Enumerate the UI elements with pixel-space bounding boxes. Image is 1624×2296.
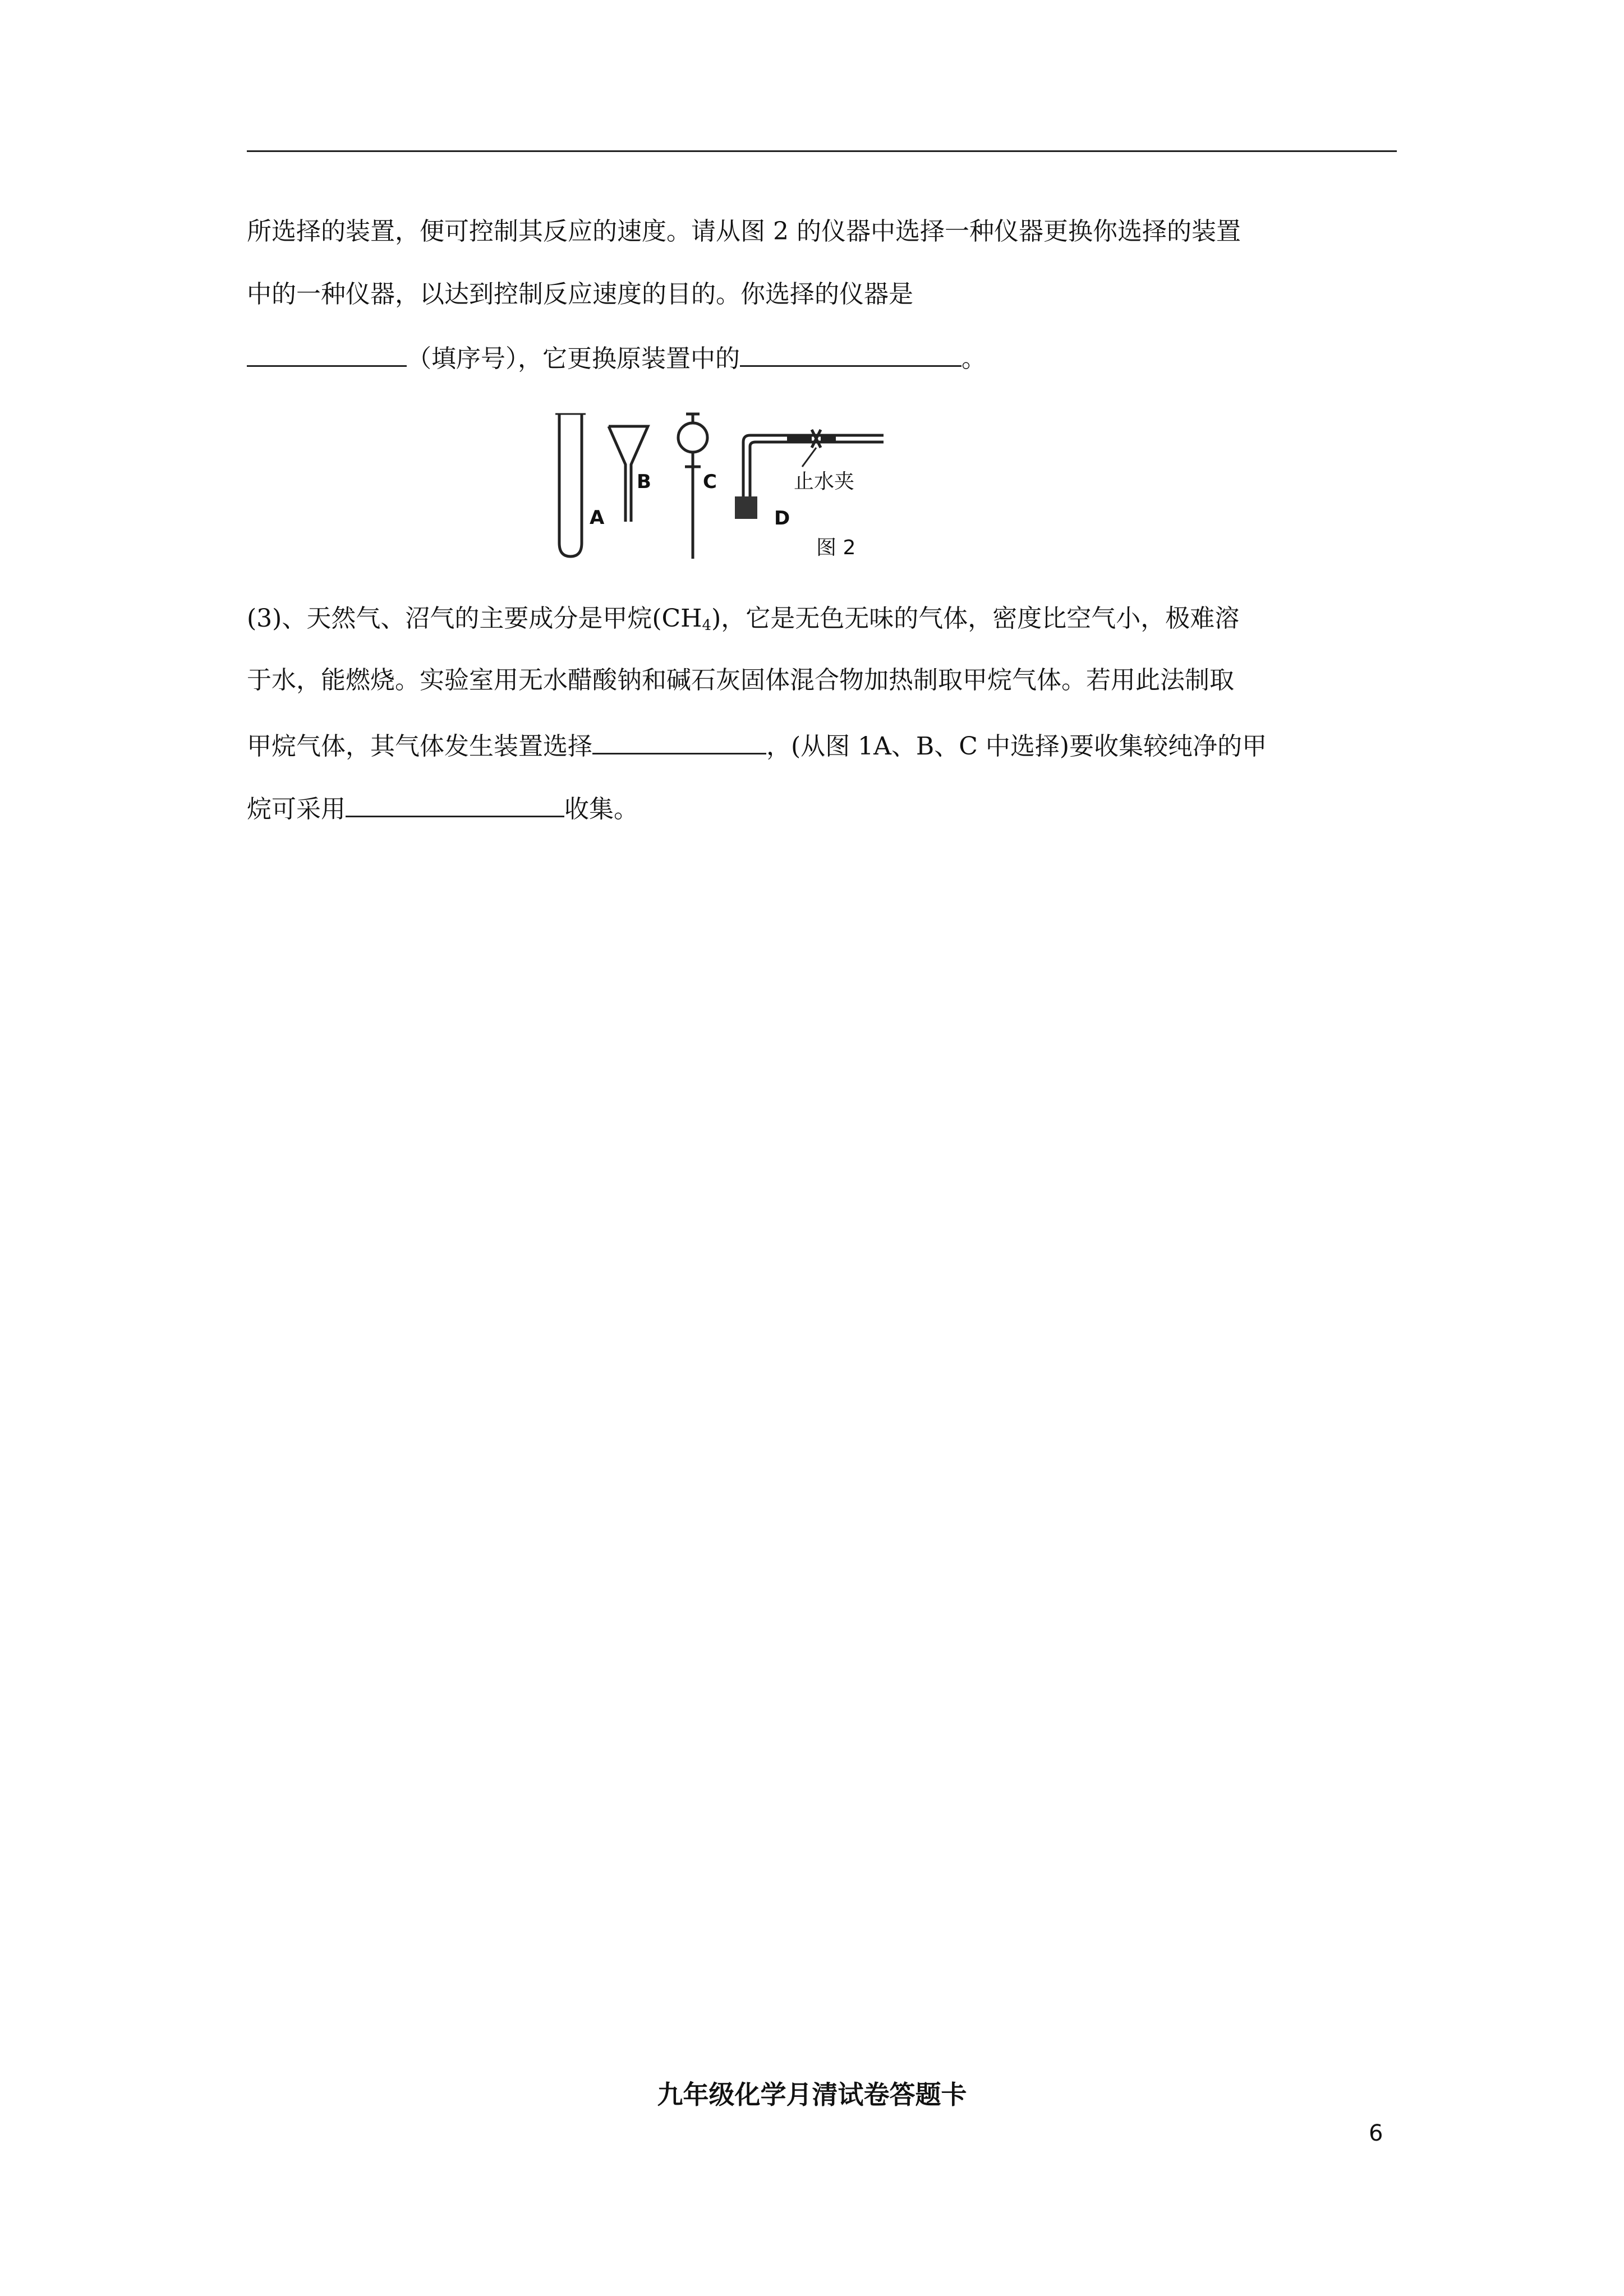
text-line: 收集。 xyxy=(564,795,638,823)
figure-caption: 图 2 xyxy=(816,536,856,559)
answer-blank[interactable] xyxy=(346,791,564,817)
answer-card-title: 九年级化学月清试卷答题卡 xyxy=(657,2079,967,2110)
paragraph-line xyxy=(247,664,1397,697)
text-line: 甲烷气体，其气体发生装置选择 xyxy=(247,732,592,761)
text-line: )，它是无色无味的气体，密度比空气小，极难溶 xyxy=(711,604,1240,633)
text-line: （填序号），它更换原装置中的 xyxy=(407,344,740,373)
text-line: 中的一种仪器，以达到控制反应速度的目的。你选择的仪器是 xyxy=(247,280,913,309)
paragraph-line xyxy=(247,341,1397,376)
paragraph-line xyxy=(247,215,1397,249)
label-c: C xyxy=(703,471,717,493)
answer-blank[interactable] xyxy=(247,341,407,367)
page-number: 6 xyxy=(1369,2120,1383,2146)
answer-blank[interactable] xyxy=(740,341,961,367)
header-rule xyxy=(247,150,1397,152)
text-line: 。 xyxy=(961,344,986,373)
paragraph-line xyxy=(247,278,1397,311)
label-d: D xyxy=(774,507,790,530)
text-line: ，(从图 1A、B、C 中选择)要收集较纯净的甲 xyxy=(766,732,1267,761)
stopper-icon xyxy=(735,496,757,519)
paragraph-line xyxy=(247,728,1397,763)
subscript: 4 xyxy=(702,617,712,634)
clamp-label: 止水夹 xyxy=(794,470,855,493)
paragraph-line xyxy=(247,602,1397,642)
text-line: (3)、天然气、沼气的主要成分是甲烷(CH xyxy=(247,604,702,633)
text-line: 烷可采用 xyxy=(247,795,346,823)
apparatus-figure xyxy=(553,404,900,567)
apparatus-drawing xyxy=(553,404,900,567)
test-tube-icon xyxy=(559,414,582,556)
text-line: 于水，能燃烧。实验室用无水醋酸钠和碱石灰固体混合物加热制取甲烷气体。若用此法制取 xyxy=(247,666,1234,694)
answer-blank[interactable] xyxy=(592,728,766,754)
label-b: B xyxy=(637,471,651,493)
label-a: A xyxy=(590,507,605,529)
paragraph-line xyxy=(247,791,1397,826)
text-line: 所选择的装置，便可控制其反应的速度。请从图 2 的仪器中选择一种仪器更换你选择的装置 xyxy=(247,217,1241,246)
